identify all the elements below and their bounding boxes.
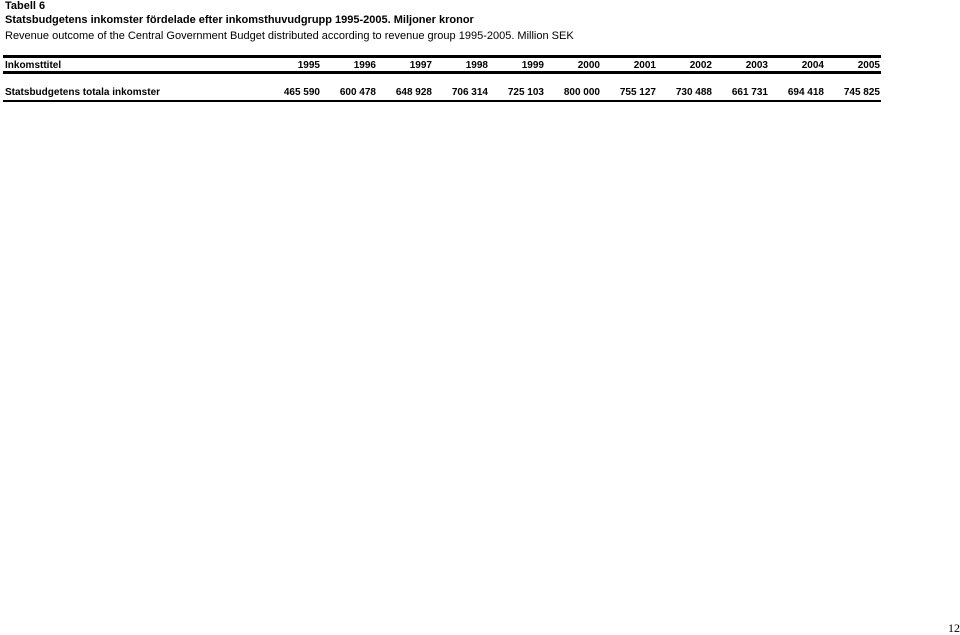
- table-top-rule: [3, 55, 881, 58]
- column-header-year: 2004: [801, 60, 824, 71]
- table-label: Tabell 6: [5, 0, 46, 12]
- column-header-year: 1996: [353, 60, 376, 71]
- table-cell: 694 418: [787, 87, 824, 98]
- table-cell: 745 825: [843, 87, 880, 98]
- table-cell: 706 314: [451, 87, 488, 98]
- table-bottom-rule: [3, 100, 881, 102]
- table-title-swedish: Statsbudgetens inkomster fördelade efter inkomsthuvudgrupp 1995-2005. Miljoner kronor: [5, 14, 474, 26]
- column-header-year: 2000: [577, 60, 600, 71]
- table-cell: 648 928: [395, 87, 432, 98]
- table-cell: 465 590: [283, 87, 320, 98]
- column-header-year: 2001: [633, 60, 656, 71]
- column-header-year: 1999: [521, 60, 544, 71]
- table-cell: 725 103: [507, 87, 544, 98]
- column-header-year: 2005: [857, 60, 880, 71]
- column-header-income-title: Inkomsttitel: [5, 60, 62, 71]
- column-header-year: 2002: [689, 60, 712, 71]
- table-cell: 800 000: [563, 87, 600, 98]
- table-cell: 755 127: [619, 87, 656, 98]
- table-cell: 730 488: [675, 87, 712, 98]
- column-header-year: 1998: [465, 60, 488, 71]
- page-number: 12: [948, 621, 960, 635]
- table-title-english: Revenue outcome of the Central Government Budget distributed according to revenue group 1995-2005. Million SEK: [5, 30, 574, 42]
- column-header-year: 1997: [409, 60, 432, 71]
- table-row: [0, 86, 960, 99]
- table-cell: 600 478: [339, 87, 376, 98]
- column-header-year: 1995: [297, 60, 320, 71]
- row-label-total-revenue: Statsbudgetens totala inkomster: [5, 87, 161, 98]
- table-cell: 661 731: [731, 87, 768, 98]
- header-bottom-rule: [3, 71, 881, 74]
- column-header-year: 2003: [745, 60, 768, 71]
